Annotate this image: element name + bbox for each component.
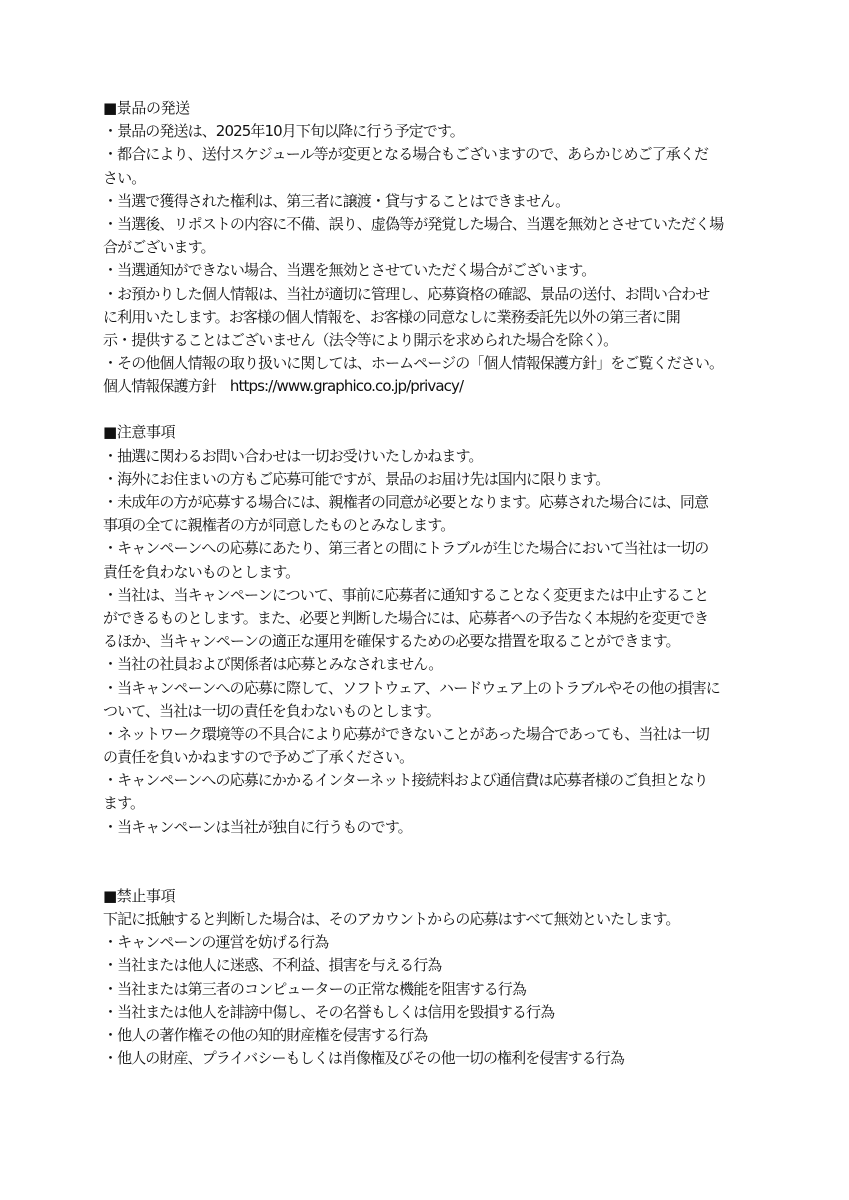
text-line: ・当選通知ができない場合、当選を無効とさせていただく場合がございます。 [103, 261, 596, 280]
text-line: の責任を負いかねますので予めご了承ください。 [103, 748, 414, 767]
text-line: ます。 [103, 794, 145, 813]
text-line: ・キャンペーンの運営を妨げる行為 [103, 933, 329, 952]
section-spacer [103, 839, 753, 885]
section-prohibited [103, 885, 753, 1071]
section-heading-prohibited: ■禁止事項 [103, 886, 176, 905]
text-line: ・当社の社員および関係者は応募とみなされません。 [103, 655, 443, 674]
text-line: ・他人の著作権その他の知的財産権を侵害する行為 [103, 1025, 428, 1044]
text-line: ・当キャンペーンは当社が独自に行うものです。 [103, 817, 412, 836]
text-line: 合がございます。 [103, 238, 215, 257]
text-line: ・当社または第三者のコンピューターの正常な機能を阻害する行為 [103, 979, 527, 998]
text-line: ・当社は、当キャンペーンについて、事前に応募者に通知することなく変更または中止すること [103, 585, 709, 604]
section-heading-prize-shipping: ■景品の発送 [103, 99, 190, 117]
text-line: ・都合により、送付スケジュール等が変更となる場合もございますので、あらかじめご了承くだ [103, 145, 709, 164]
text-line: ・海外にお住まいの方もご応募可能ですが、景品のお届け先は国内に限ります。 [103, 469, 610, 488]
text-line: さい。 [103, 168, 146, 187]
section-heading-notes: ■注意事項 [103, 423, 176, 442]
privacy-policy-line: 個人情報保護方針 https://www.graphico.co.jp/privacy/ [103, 377, 464, 396]
text-line: ・ネットワーク環境等の不具合により応募ができないことがあった場合であっても、当社は一切 [103, 724, 710, 743]
text-line: ・他人の財産、プライバシーもしくは肖像権及びその他一切の権利を侵害する行為 [103, 1049, 624, 1068]
text-line: ・景品の発送は、2025年10月下旬以降に行う予定です。 [103, 122, 464, 141]
text-line: ・当社または他人に迷惑、不利益、損害を与える行為 [103, 956, 442, 975]
text-line: ・当キャンペーンへの応募に際して、ソフトウェア、ハードウェア上のトラブルやその他の損害に [103, 678, 720, 697]
text-line: ・その他個人情報の取り扱いに関しては、ホームページの「個人情報保護方針」をご覧ください。 [103, 354, 724, 373]
text-line: ・お預かりした個人情報は、当社が適切に管理し、応募資格の確認、景品の送付、お問い合わせ [103, 284, 710, 303]
text-line: ・当選後、リポストの内容に不備、誤り、虚偽等が発覚した場合、当選を無効とさせていただく場 [103, 214, 724, 233]
text-line: 責任を負わないものとします。 [103, 562, 300, 581]
text-line: 示・提供することはございません（法令等により開示を求められた場合を除く）。 [103, 330, 618, 349]
text-line: ができるものとします。また、必要と判断した場合には、応募者への予告なく本規約を変更でき [103, 608, 709, 627]
section-spacer [103, 398, 753, 421]
section-prize-shipping [103, 97, 753, 398]
text-line: ・キャンペーンへの応募にあたり、第三者との間にトラブルが生じた場合において当社は一切の [103, 539, 709, 558]
text-line: ・抽選に関わるお問い合わせは一切お受けいたしかねます。 [103, 446, 483, 465]
text-line: ・当選で獲得された権利は、第三者に譲渡・貸与することはできません。 [103, 191, 570, 210]
text-line: に利用いたします。お客様の個人情報を、お客様の同意なしに業務委託先以外の第三者に開 [103, 307, 680, 326]
text-line: るほか、当キャンペーンの適正な運用を確保するための必要な措置を取ることができます。 [103, 632, 680, 651]
text-line: 下記に抵触すると判断した場合は、そのアカウントからの応募はすべて無効といたします。 [103, 910, 680, 928]
document-page [103, 97, 753, 1070]
text-line: ついて、当社は一切の責任を負わないものとします。 [103, 701, 440, 720]
text-line: ・キャンペーンへの応募にかかるインターネット接続料および通信費は応募者様のご負担となり [103, 771, 708, 790]
text-line: 事項の全てに親権者の方が同意したものとみなします。 [103, 516, 455, 535]
text-line: ・未成年の方が応募する場合には、親権者の同意が必要となります。応募された場合には、同意 [103, 493, 709, 511]
section-notes [103, 421, 753, 838]
text-line: ・当社または他人を誹謗中傷し、その名誉もしくは信用を毀損する行為 [103, 1002, 555, 1021]
